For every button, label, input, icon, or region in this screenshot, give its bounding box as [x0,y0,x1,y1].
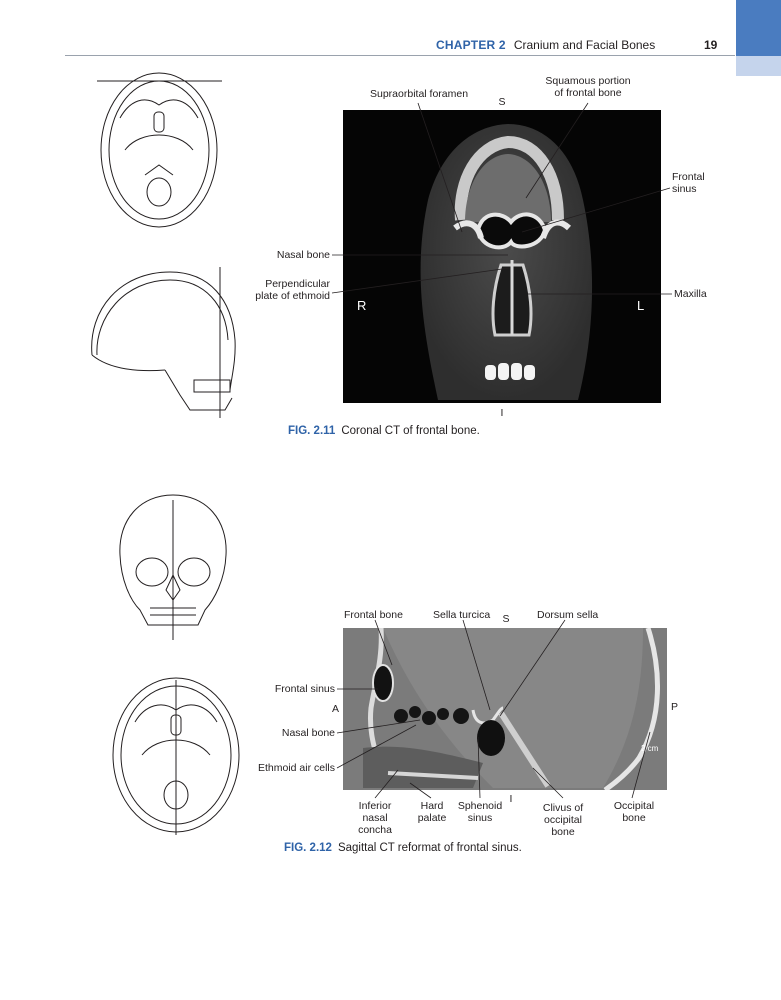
label-dorsum-sella: Dorsum sella [537,609,599,621]
orientation-posterior: P [671,701,679,713]
label-perpendicular-line1: Perpendicular [265,278,330,290]
leader-dorsum-sella [500,620,565,716]
label-occipital-line2: bone [622,812,646,824]
axial-skull-drawing-2 [113,678,239,835]
label-inferior-nasal-concha [345,800,405,836]
orientation-inferior-1: I [500,407,504,419]
page-number: 19 [704,38,718,52]
leader-clivus [533,768,563,798]
label-inferior-line2: nasal [362,812,388,824]
leader-sphenoid-sinus [478,737,480,798]
label-supraorbital-foramen: Supraorbital foramen [370,88,469,100]
label-occipital-line1: Occipital [613,800,655,812]
label-sphenoid-line2: sinus [467,812,493,824]
label-hard-line1: Hard [420,800,444,812]
label-clivus [533,802,593,838]
figure-number-2-12: FIG. 2.12 [284,842,332,854]
label-perpendicular-line2: plate of ethmoid [255,290,330,302]
label-clivus-line1: Clivus of [542,802,584,814]
frontal-skull-drawing [120,495,226,640]
orientation-superior-1: S [498,96,506,108]
orientation-superior-2: S [502,613,510,625]
leader-hard-palate [410,783,431,798]
label-frontal-sinus-line1: Frontal [672,171,705,183]
label-frontal-sinus-2: Frontal sinus [274,683,335,695]
label-nasal-bone-2: Nasal bone [281,727,335,739]
label-squamous-line2: of frontal bone [554,87,622,99]
figure-caption-2-11 [288,425,480,437]
label-squamous-portion [538,75,638,99]
leader-supraorbital-foramen [418,103,462,232]
label-perpendicular-plate [230,278,330,302]
label-clivus-line3: bone [551,826,575,838]
label-nasal-bone: Nasal bone [276,249,330,261]
label-sphenoid-line1: Sphenoid [457,800,503,812]
label-ethmoid-air-cells: Ethmoid air cells [257,762,335,774]
label-inferior-line1: Inferior [358,800,392,812]
label-hard-palate [410,800,454,824]
figure-caption-text-2-12: Sagittal CT reformat of frontal sinus. [337,842,522,854]
label-sphenoid-sinus [452,800,508,824]
label-frontal-bone: Frontal bone [344,609,403,621]
label-sella-turcica: Sella turcica [433,609,491,621]
label-clivus-line2: occipital [544,814,582,826]
chapter-title: Cranium and Facial Bones [513,38,656,52]
label-hard-line2: palate [417,812,447,824]
figure-caption-text-2-11: Coronal CT of frontal bone. [341,425,480,437]
orientation-left: L [637,298,645,313]
leader-nasal-bone-2 [337,720,420,733]
label-maxilla: Maxilla [674,288,707,300]
label-frontal-sinus-line2: sinus [672,183,697,195]
axial-skull-drawing-1 [97,73,222,227]
leader-frontal-sinus [522,188,670,232]
leader-inferior-nasal-concha [375,770,398,798]
leader-squamous-portion [526,103,588,198]
orientation-right: R [357,298,367,313]
orientation-inferior-2: I [509,793,513,805]
figure-number-2-11: FIG. 2.11 [288,425,336,437]
orientation-anterior: A [332,703,340,715]
label-frontal-sinus [672,171,705,195]
chapter-number: CHAPTER 2 [436,38,506,52]
lateral-skull-drawing [92,267,235,418]
figure-caption-2-12 [284,842,522,854]
label-occipital-bone [606,800,662,824]
scale-bar-label: 2 cm [641,744,659,753]
leader-perpendicular-plate [332,268,509,293]
leader-occipital-bone [632,732,650,798]
leader-frontal-bone [375,620,392,665]
label-squamous-line1: Squamous portion [545,75,631,87]
label-inferior-line3: concha [358,824,392,836]
leader-sella-turcica [463,620,490,710]
